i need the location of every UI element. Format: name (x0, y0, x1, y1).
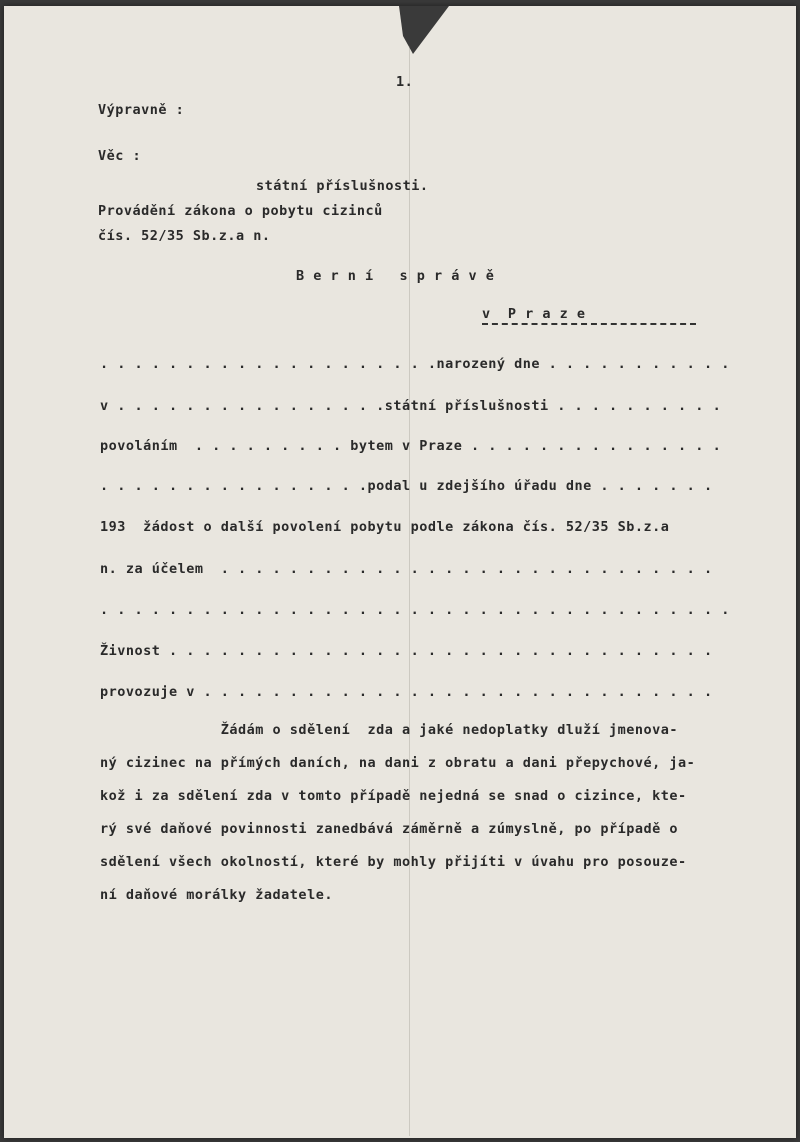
request-line-4: rý své daňové povinnosti zanedbává záměrně a zúmyslně, po případě o (100, 821, 679, 837)
page-number: 1. (396, 74, 414, 90)
form-line-trade: Živnost . . . . . . . . . . . . . . . . . . . . . . . . . . . . . . . . (100, 643, 713, 659)
form-line-operates: provozuje v . . . . . . . . . . . . . . . . . . . . . . . . . . . . . . (100, 684, 713, 700)
form-line-citizenship: v . . . . . . . . . . . . . . . .státní příslušnosti . . . . . . . . . . (100, 398, 722, 414)
form-line-submitted: . . . . . . . . . . . . . . . .podal u zdejšího úřadu dne . . . . . . . (100, 478, 713, 494)
request-line-3: kož i za sdělení zda v tomto případě nejedná se snad o cizince, kte- (100, 788, 687, 804)
request-line-5: sdělení všech okolností, které by mohly přijíti v úvahu pro posouze- (100, 854, 687, 870)
subject-line-2: Provádění zákona o pobytu cizinců (98, 203, 383, 219)
addressee-office: B e r n í s p r á v ě (296, 268, 495, 284)
form-line-occupation: povoláním . . . . . . . . . bytem v Praze . . . . . . . . . . . . . . . (100, 438, 722, 454)
request-line-6: ní daňové morálky žadatele. (100, 887, 333, 903)
subject-line-3: čís. 52/35 Sb.z.a n. (98, 228, 271, 244)
paper-fold-line (409, 46, 410, 1136)
form-line-purpose: n. za účelem . . . . . . . . . . . . . . . . . . . . . . . . . . . . . (100, 561, 713, 577)
form-line-blank: . . . . . . . . . . . . . . . . . . . . . . . . . . . . . . . . . . . . . (100, 602, 730, 618)
vypravne-label: Výpravně : (98, 102, 185, 118)
form-line-request: 193 žádost o další povolení pobytu podle zákona čís. 52/35 Sb.z.a (100, 519, 670, 535)
subject-line-1: státní příslušnosti. (256, 178, 429, 194)
request-line-1: Žádám o sdělení zda a jaké nedoplatky dluží jmenova- (100, 722, 679, 738)
request-line-2: ný cizinec na přímých daních, na dani z obratu a dani přepychové, ja- (100, 755, 696, 771)
torn-corner (399, 6, 449, 54)
addressee-location: v P r a z e (482, 306, 696, 325)
vec-label: Věc : (98, 148, 142, 164)
form-line-born: . . . . . . . . . . . . . . . . . . . .narozený dne . . . . . . . . . . . (100, 356, 730, 372)
document-page (4, 6, 796, 1138)
